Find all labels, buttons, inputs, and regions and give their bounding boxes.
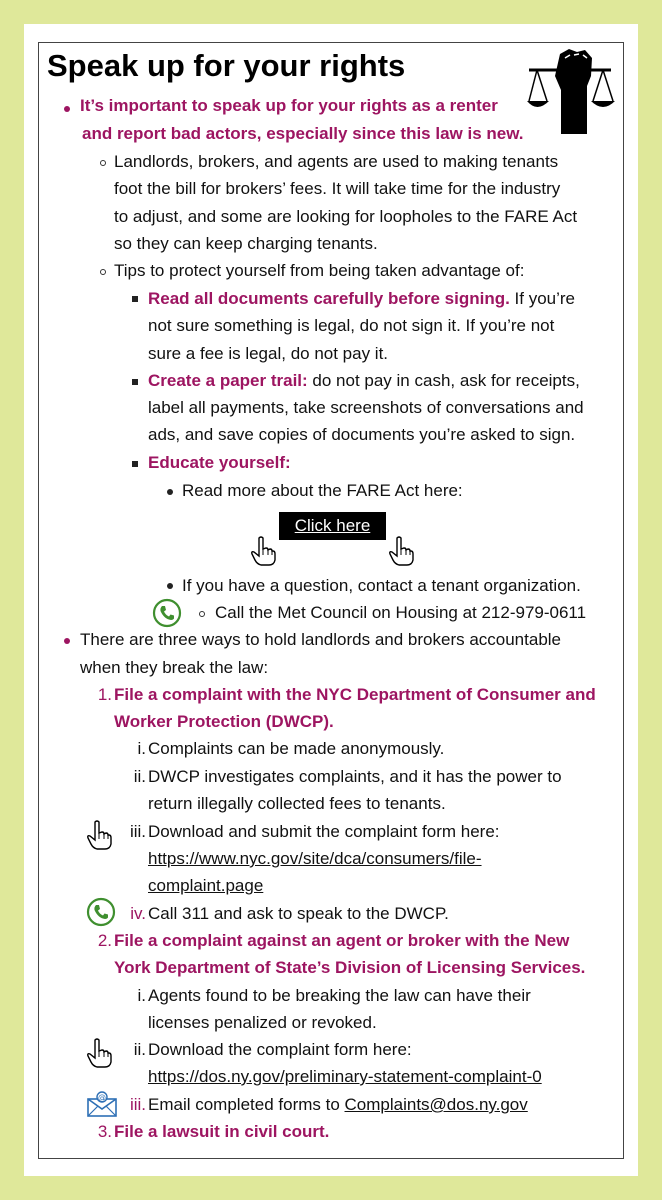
dos-item-ii: Download the complaint form here: <box>148 1040 412 1059</box>
phone-icon <box>152 598 182 628</box>
bullet <box>132 379 138 385</box>
email-link[interactable]: Complaints@dos.ny.gov <box>344 1095 528 1114</box>
tip-trail-line-1: Create a paper trail: do not pay in cash, ask for receipts, <box>148 371 580 390</box>
fist-scales-icon <box>525 46 615 136</box>
dwcp-item-ii-line-1: DWCP investigates complaints, and it has the power to <box>148 767 562 786</box>
dos-link[interactable]: https://dos.ny.gov/preliminary-statement-complaint-0 <box>148 1067 542 1086</box>
bullet <box>100 269 106 275</box>
click-here-button[interactable]: Click here <box>279 512 386 540</box>
list-numeral: iii. <box>129 1095 146 1114</box>
lawsuit-text: File a lawsuit in civil court. <box>114 1122 330 1141</box>
tips-heading: Tips to protect yourself from being taken advantage of: <box>114 261 525 280</box>
list-number: 1. <box>97 685 112 704</box>
pointing-hand-icon <box>86 1038 112 1068</box>
call-text: Call the Met Council on Housing at 212-979-0611 <box>215 603 587 622</box>
dwcp-item-iii: Download and submit the complaint form here: <box>148 822 500 841</box>
tip-trail-line-2: label all payments, take screenshots of conversations and <box>148 398 584 417</box>
dwcp-item-ii-line-2: return illegally collected fees to tenants. <box>148 794 446 813</box>
tip-educate-heading: Educate yourself: <box>148 453 291 472</box>
bullet <box>167 583 173 589</box>
tip-trail-line-3: ads, and save copies of documents you’re asked to sign. <box>148 425 576 444</box>
bullet <box>132 296 138 302</box>
bullet <box>199 611 205 617</box>
dos-item-i-line-2: licenses penalized or revoked. <box>148 1013 377 1032</box>
dos-title-line-2: York Department of State’s Division of Licensing Services. <box>114 958 586 977</box>
dwcp-item-i: Complaints can be made anonymously. <box>148 739 445 758</box>
tip-read-line-2: not sure something is legal, do not sign it. If you’re not <box>148 316 555 335</box>
pointing-hand-icon <box>86 820 112 850</box>
dwcp-title-line-2: Worker Protection (DWCP). <box>114 712 334 731</box>
list-numeral: i. <box>137 986 146 1005</box>
list-numeral: iii. <box>129 822 146 841</box>
list-numeral: ii. <box>133 1040 146 1059</box>
list-number: 3. <box>97 1122 112 1141</box>
pointing-hand-icon <box>250 536 276 566</box>
list-numeral: iv. <box>130 904 146 923</box>
bullet <box>64 106 70 112</box>
list-number: 2. <box>97 931 112 950</box>
pointing-hand-icon <box>388 536 414 566</box>
landlords-line-2: foot the bill for brokers’ fees. It will take time for the industry <box>114 179 561 198</box>
intro-line-2: and report bad actors, especially since this law is new. <box>82 124 524 143</box>
bullet <box>132 461 138 467</box>
tip-read-line-3: sure a fee is legal, do not pay it. <box>148 344 389 363</box>
dwcp-link-line-2[interactable]: complaint.page <box>148 876 264 895</box>
bullet <box>167 489 173 495</box>
page-title: Speak up for your rights <box>47 48 406 83</box>
list-numeral: i. <box>137 739 146 758</box>
dwcp-title-line-1: File a complaint with the NYC Department of Consumer and <box>114 685 596 704</box>
dos-title-line-1: File a complaint against an agent or broker with the New <box>114 931 570 950</box>
ways-line-1: There are three ways to hold landlords and brokers accountable <box>80 630 562 649</box>
bullet <box>100 160 106 166</box>
dwcp-link-line-1[interactable]: https://www.nyc.gov/site/dca/consumers/file- <box>148 849 482 868</box>
dos-item-i-line-1: Agents found to be breaking the law can have their <box>148 986 531 1005</box>
landlords-line-3: to adjust, and some are looking for loopholes to the FARE Act <box>114 207 578 226</box>
landlords-line-4: so they can keep charging tenants. <box>114 234 378 253</box>
question-text: If you have a question, contact a tenant organization. <box>182 576 581 595</box>
svg-text:@: @ <box>98 1093 106 1102</box>
ways-line-2: when they break the law: <box>80 658 269 677</box>
dos-item-iii: Email completed forms to Complaints@dos.ny.gov <box>148 1095 528 1114</box>
landlords-line-1: Landlords, brokers, and agents are used to making tenants <box>114 152 559 171</box>
read-more-text: Read more about the FARE Act here: <box>182 481 463 500</box>
list-numeral: ii. <box>133 767 146 786</box>
intro-line-1: It’s important to speak up for your rights as a renter <box>80 96 498 115</box>
dwcp-item-iv: Call 311 and ask to speak to the DWCP. <box>148 904 449 923</box>
bullet <box>64 638 70 644</box>
tip-read-line-1: Read all documents carefully before signing. If you’re <box>148 289 576 308</box>
